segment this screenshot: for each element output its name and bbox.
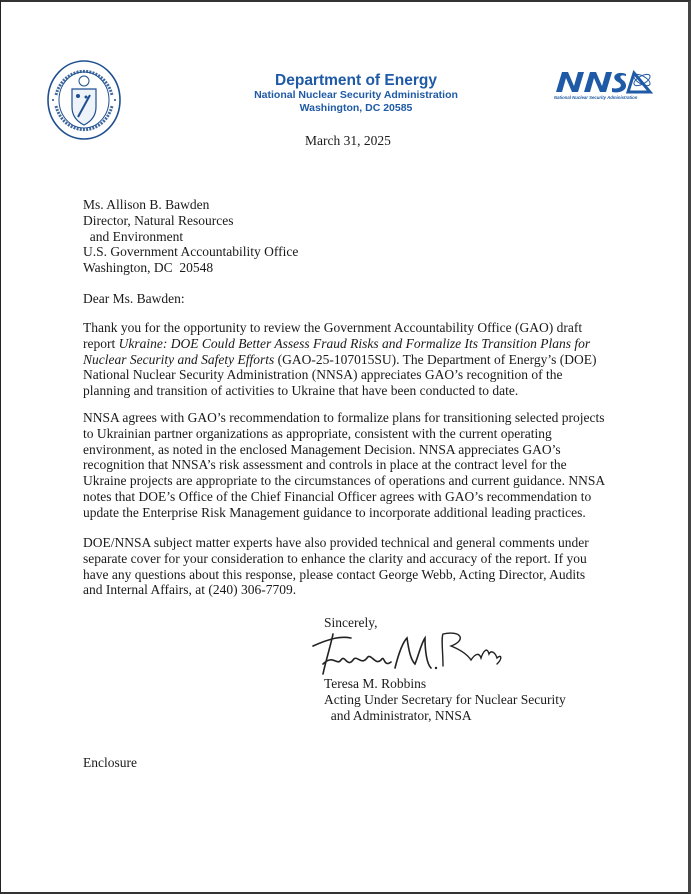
recipient-address — [83, 197, 298, 276]
signer-title: and Administrator, NNSA — [324, 707, 472, 723]
paragraph-line: recognition that NNSA’s risk assessment and controls in place at the contract level for the — [83, 457, 567, 473]
handwritten-signature — [311, 632, 506, 676]
report-title-cont: Nuclear Security and Safety Efforts — [83, 351, 275, 367]
paragraph-line: NNSA agrees with GAO’s recommendation to formalize plans for transitioning selected projects — [83, 410, 605, 425]
paragraph-line: Thank you for the opportunity to review the Government Accountability Office (GAO) draft — [83, 320, 583, 335]
paragraph-line: Ukraine projects are appropriate to the circumstances of operations and current guidance. NNSA — [83, 473, 606, 489]
paragraph-line — [83, 336, 643, 352]
paragraph-line: planning and transition of activities to Ukraine that have been conducted to date. — [83, 383, 519, 399]
recipient-line: Ms. Allison B. Bawden — [83, 197, 210, 212]
paragraph-line: to Ukrainian partner organizations as appropriate, consistent with the current operating — [83, 425, 552, 441]
salutation: Dear Ms. Bawden: — [83, 291, 185, 306]
signer-block — [324, 676, 566, 723]
paragraph-line: and Internal Affairs, at (240) 306-7709. — [83, 582, 297, 598]
letterhead-city: Washington, DC 20585 — [299, 102, 413, 114]
letterhead-sub-org: National Nuclear Security Administration — [254, 89, 458, 101]
letter-date: March 31, 2025 — [305, 133, 391, 148]
nnsa-logo-caption: National Nuclear Security Administration — [554, 95, 638, 100]
recipient-line: and Environment — [83, 228, 184, 244]
paragraph-line: DOE/NNSA subject matter experts have also provided technical and general comments under — [83, 535, 589, 550]
text-run: report — [83, 335, 119, 351]
letterhead-org: Department of Energy — [275, 72, 437, 89]
enclosure-note: Enclosure — [83, 755, 137, 770]
paragraph-line: National Nuclear Security Administration (NNSA) appreciates GAO’s recognition of the — [83, 367, 563, 383]
paragraph-line — [83, 352, 643, 368]
doe-seal-icon — [46, 59, 122, 141]
text-run: (GAO-25-107015SU). The Department of Energy’s (DOE) — [274, 351, 597, 367]
signer-name: Teresa M. Robbins — [324, 676, 427, 691]
closing: Sincerely, — [324, 615, 378, 630]
recipient-line: Washington, DC 20548 — [83, 260, 214, 276]
paragraph-line: update the Enterprise Risk Management guidance to incorporate additional leading practices. — [83, 504, 586, 520]
paragraph-line: have any questions about this response, please contact George Webb, Acting Director, Audits — [83, 566, 586, 582]
body-paragraph-1 — [83, 320, 643, 399]
signer-title: Acting Under Secretary for Nuclear Security — [324, 691, 566, 707]
nnsa-logo-icon — [554, 70, 659, 94]
body-paragraph-3 — [83, 535, 643, 598]
recipient-line: Director, Natural Resources — [83, 212, 234, 228]
body-paragraph-2 — [83, 410, 643, 521]
report-title: Ukraine: DOE Could Better Assess Fraud Risks and Formalize Its Transition Plans for — [118, 335, 591, 351]
letterhead — [231, 72, 481, 114]
recipient-line: U.S. Government Accountability Office — [83, 244, 299, 260]
paragraph-line: environment, as noted in the enclosed Management Decision. NNSA appreciates GAO’s — [83, 441, 561, 457]
paragraph-line: separate cover for your consideration to enhance the clarity and accuracy of the report. If you — [83, 550, 587, 566]
paragraph-line: notes that DOE’s Office of the Chief Financial Officer agrees with GAO’s recommendation to — [83, 488, 592, 504]
